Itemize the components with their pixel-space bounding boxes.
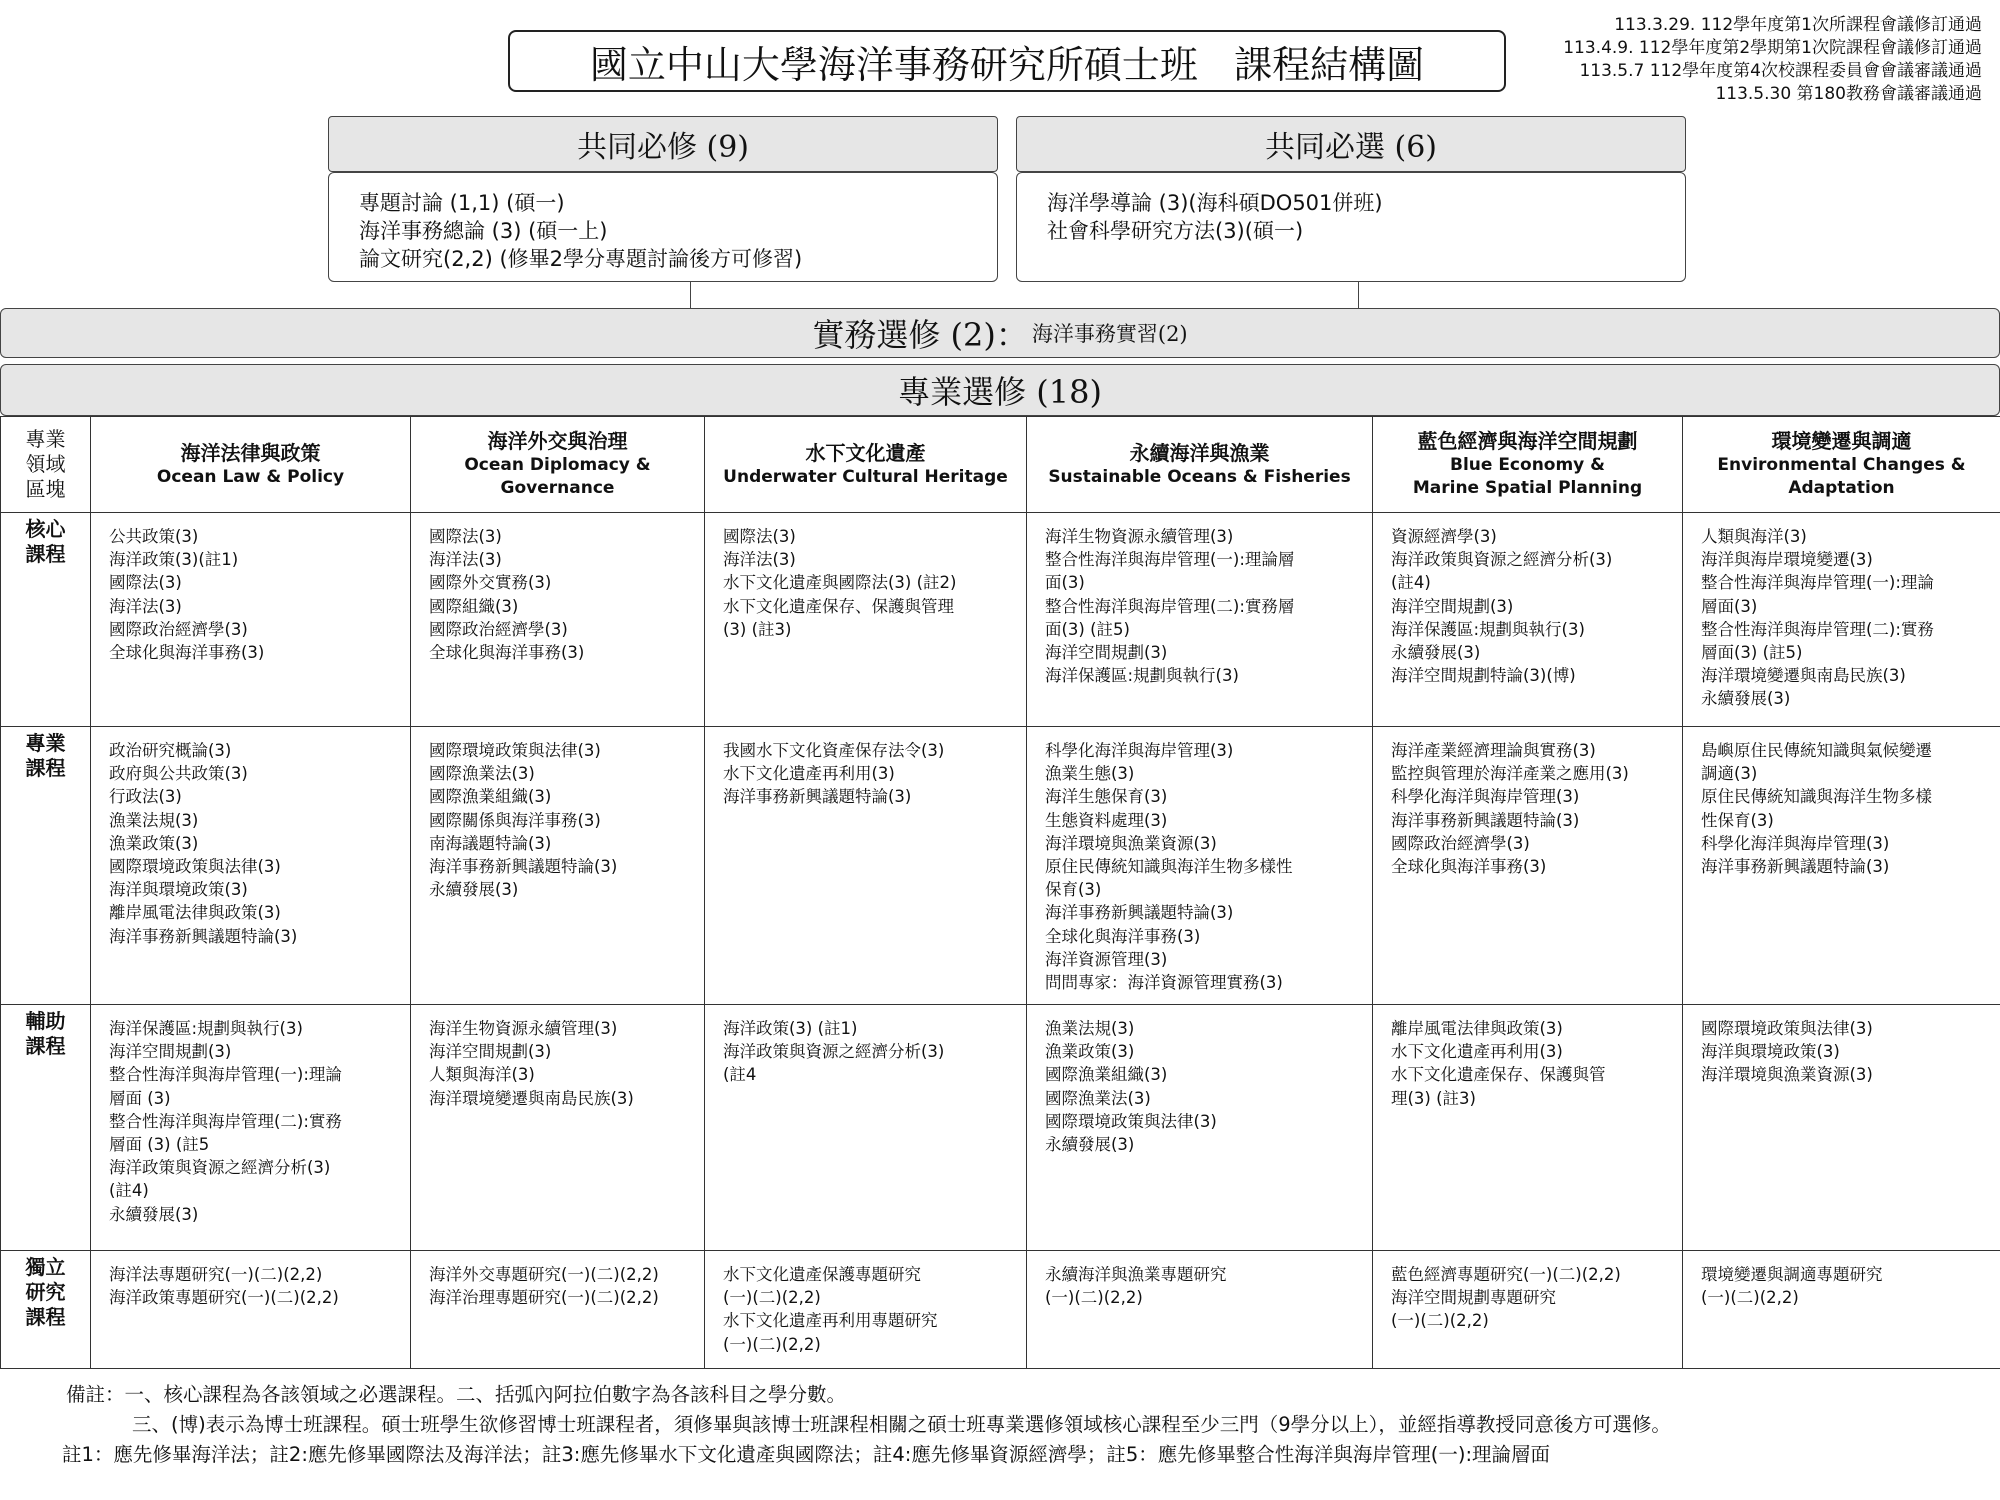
- course-item: 國際環境政策與法律(3): [1701, 1019, 1873, 1038]
- course-item: 科學化海洋與海岸管理(3): [1045, 741, 1234, 760]
- core-elective-item: 社會科學研究方法(3)(碩一): [1047, 219, 1304, 243]
- course-item: 永續發展(3): [1701, 689, 1791, 709]
- course-item: 科學化海洋與海岸管理(3): [1391, 787, 1580, 807]
- course-item: 整合性海洋與海岸管理(一):理論層: [1045, 550, 1295, 570]
- practice-elective-title: 實務選修 (2)：: [812, 316, 1028, 354]
- course-item: 漁業政策(3): [1045, 1042, 1135, 1062]
- course-item: 海洋保護區:規劃與執行(3): [109, 1019, 303, 1038]
- course-item: 永續發展(3): [1391, 643, 1481, 663]
- course-item: 全球化與海洋事務(3): [109, 643, 265, 663]
- course-cell: [705, 727, 1027, 1005]
- course-item: 國際政治經濟學(3): [1391, 833, 1530, 853]
- course-item: 海洋事務新興議題特論(3): [723, 787, 912, 807]
- practice-elective-detail: 海洋事務實習(2): [1031, 322, 1188, 346]
- course-item: 國際漁業法(3): [1045, 1088, 1151, 1108]
- curriculum-table: [0, 416, 2000, 1369]
- course-item: 漁業政策(3): [109, 833, 199, 853]
- table-row: [1, 727, 2000, 1005]
- course-item: 海洋政策與資源之經濟分析(3): [109, 1158, 331, 1178]
- course-item: 理(3) (註3): [1391, 1088, 1476, 1108]
- table-row: [1, 1005, 2000, 1251]
- course-item: 海洋環境與漁業資源(3): [1045, 833, 1217, 853]
- course-item: 海洋法(3): [723, 550, 796, 570]
- course-item: 永續海洋與漁業專題研究: [1045, 1265, 1227, 1284]
- course-item: 永續發展(3): [1045, 1135, 1135, 1155]
- course-item: 國際法(3): [723, 527, 796, 546]
- required-courses-header: 共同必修 (9): [328, 116, 998, 172]
- course-item: 海洋空間規劃(3): [109, 1042, 232, 1062]
- course-item: 環境變遷與調適專題研究: [1701, 1265, 1883, 1284]
- course-item: 全球化與海洋事務(3): [1045, 926, 1201, 946]
- course-item: 整合性海洋與海岸管理(二):實務層: [1045, 596, 1295, 616]
- course-item: 國際組織(3): [429, 596, 519, 616]
- course-item: 層面(3): [1701, 596, 1758, 616]
- course-item: 監控與管理於海洋產業之應用(3): [1391, 764, 1629, 784]
- course-item: 海洋政策與資源之經濟分析(3): [723, 1042, 945, 1062]
- course-item: 整合性海洋與海岸管理(二):實務: [109, 1111, 342, 1131]
- course-cell: [411, 1251, 705, 1369]
- course-cell: [91, 727, 411, 1005]
- course-item: 水下文化遺產保存、保護與管: [1391, 1065, 1606, 1085]
- course-item: 海洋事務新興議題特論(3): [1045, 903, 1234, 923]
- course-item: 海洋法專題研究(一)(二)(2,2): [109, 1265, 323, 1284]
- course-item: 國際漁業組織(3): [1045, 1065, 1168, 1085]
- course-item: 海洋生物資源永續管理(3): [1045, 527, 1234, 546]
- course-item: 國際環境政策與法律(3): [1045, 1111, 1217, 1131]
- note-line-2: 三、(博)表示為博士班課程。碩士班學生欲修習博士班課程者，須修畢與該博士班課程相關之碩士班專業選修領域核心課程至少三門（9學分以上），並經指導教授同意後方可選修。: [132, 1413, 1671, 1436]
- revision-line: 113.5.7 112學年度第4次校課程委員會會議審議通過: [1579, 61, 1982, 81]
- course-item: 水下文化遺產保存、保護與管理: [723, 596, 954, 616]
- course-item: 水下文化遺產與國際法(3) (註2): [723, 573, 957, 593]
- course-item: 國際法(3): [429, 527, 502, 546]
- required-course-item: 論文研究(2,2) (修畢2學分專題討論後方可修習): [359, 247, 803, 271]
- course-cell: [1683, 1005, 2000, 1251]
- course-item: 永續發展(3): [109, 1204, 199, 1224]
- course-item: 海洋事務新興議題特論(3): [1701, 857, 1890, 877]
- course-item: 海洋事務新興議題特論(3): [1391, 810, 1580, 830]
- course-item: 層面(3) (註5): [1701, 643, 1803, 663]
- connector-line: [1358, 282, 1359, 308]
- course-cell: [1373, 513, 1683, 727]
- core-elective-box: [1016, 172, 1686, 282]
- course-item: 海洋與環境政策(3): [1701, 1042, 1840, 1062]
- course-item: 海洋政策與資源之經濟分析(3): [1391, 550, 1613, 570]
- course-item: 海洋環境與漁業資源(3): [1701, 1065, 1873, 1085]
- course-item: (註4): [109, 1181, 149, 1201]
- course-item: (一)(二)(2,2): [1391, 1311, 1489, 1331]
- course-cell: [1027, 513, 1373, 727]
- course-item: 海洋外交專題研究(一)(二)(2,2): [429, 1265, 659, 1284]
- page-title: 國立中山大學海洋事務研究所碩士班 課程結構圖: [508, 30, 1506, 92]
- course-item: 科學化海洋與海岸管理(3): [1701, 833, 1890, 853]
- row-label: 獨立 研究 課程: [1, 1251, 91, 1369]
- column-header-sustainable-oceans: 永續海洋與漁業 Sustainable Oceans & Fisheries: [1027, 417, 1373, 513]
- table-row: [1, 1251, 2000, 1369]
- course-item: 政府與公共政策(3): [109, 764, 248, 784]
- course-item: 海洋保護區:規劃與執行(3): [1391, 619, 1585, 639]
- course-item: 漁業法規(3): [1045, 1019, 1135, 1038]
- footnotes: [62, 1380, 1986, 1470]
- course-item: 原住民傳統知識與海洋生物多樣: [1701, 787, 1932, 807]
- course-item: 海洋治理專題研究(一)(二)(2,2): [429, 1288, 659, 1308]
- course-cell: [705, 513, 1027, 727]
- course-item: 行政法(3): [109, 787, 182, 807]
- course-item: 保育(3): [1045, 880, 1102, 900]
- course-item: 整合性海洋與海岸管理(一):理論: [1701, 573, 1934, 593]
- course-item: 我國水下文化資產保存法令(3): [723, 741, 945, 760]
- course-item: 層面 (3) (註5: [109, 1135, 210, 1155]
- revision-history: [1563, 14, 1982, 106]
- course-cell: [1683, 727, 2000, 1005]
- course-item: (註4): [1391, 573, 1431, 593]
- course-item: 原住民傳統知識與海洋生物多樣性: [1045, 857, 1293, 877]
- course-cell: [91, 1005, 411, 1251]
- course-item: 海洋與海岸環境變遷(3): [1701, 550, 1873, 570]
- core-elective-header: 共同必選 (6): [1016, 116, 1686, 172]
- course-item: 性保育(3): [1701, 810, 1774, 830]
- course-item: 全球化與海洋事務(3): [429, 643, 585, 663]
- row-label: 專業 課程: [1, 727, 91, 1005]
- course-item: 人類與海洋(3): [1701, 527, 1807, 546]
- column-header-ocean-diplomacy: 海洋外交與治理 Ocean Diplomacy & Governance: [411, 417, 705, 513]
- course-item: 島嶼原住民傳統知識與氣候變遷: [1701, 741, 1932, 760]
- column-header-blue-economy: 藍色經濟與海洋空間規劃 Blue Economy & Marine Spatial Planning: [1373, 417, 1683, 513]
- core-elective-item: 海洋學導論 (3)(海科碩DO501併班): [1047, 191, 1383, 215]
- course-item: 海洋環境變遷與南島民族(3): [1701, 666, 1906, 686]
- course-cell: [411, 1005, 705, 1251]
- course-cell: [91, 1251, 411, 1369]
- course-item: 國際政治經濟學(3): [109, 619, 248, 639]
- course-item: 水下文化遺產保護專題研究: [723, 1265, 921, 1284]
- course-item: 海洋事務新興議題特論(3): [109, 926, 298, 946]
- course-item: 藍色經濟專題研究(一)(二)(2,2): [1391, 1265, 1621, 1284]
- course-cell: [1683, 513, 2000, 727]
- course-item: 海洋法(3): [429, 550, 502, 570]
- course-item: 海洋政策(3)(註1): [109, 550, 239, 570]
- course-item: 海洋與環境政策(3): [109, 880, 248, 900]
- table-corner-header: 專業 領域 區塊: [1, 417, 91, 513]
- course-cell: [1373, 727, 1683, 1005]
- course-item: 離岸風電法律與政策(3): [109, 903, 281, 923]
- course-item: 面(3): [1045, 573, 1085, 593]
- course-item: 面(3) (註5): [1045, 619, 1130, 639]
- course-item: 海洋空間規劃(3): [1045, 643, 1168, 663]
- course-item: 政治研究概論(3): [109, 741, 232, 760]
- course-item: 海洋政策專題研究(一)(二)(2,2): [109, 1288, 339, 1308]
- course-item: 水下文化遺產再利用(3): [1391, 1042, 1563, 1062]
- course-item: 問問專家：海洋資源管理實務(3): [1045, 973, 1283, 993]
- course-cell: [411, 727, 705, 1005]
- row-label: 核心 課程: [1, 513, 91, 727]
- course-item: 南海議題特論(3): [429, 833, 552, 853]
- course-cell: [91, 513, 411, 727]
- course-item: 海洋空間規劃專題研究: [1391, 1288, 1556, 1308]
- column-header-underwater-heritage: 水下文化遺產 Underwater Cultural Heritage: [705, 417, 1027, 513]
- course-cell: [1027, 1251, 1373, 1369]
- course-item: 全球化與海洋事務(3): [1391, 857, 1547, 877]
- table-row: [1, 513, 2000, 727]
- course-cell: [1027, 727, 1373, 1005]
- course-item: 國際環境政策與法律(3): [109, 857, 281, 877]
- note-line-1: 備註：一、核心課程為各該領域之必選課程。二、括弧內阿拉伯數字為各該科目之學分數。: [66, 1383, 847, 1406]
- course-item: 調適(3): [1701, 764, 1758, 784]
- column-header-environmental-changes: 環境變遷與調適 Environmental Changes & Adaptation: [1683, 417, 2000, 513]
- row-label: 輔助 課程: [1, 1005, 91, 1251]
- course-cell: [1027, 1005, 1373, 1251]
- practice-elective-band: [0, 308, 2000, 358]
- course-cell: [1373, 1005, 1683, 1251]
- course-item: 國際漁業法(3): [429, 764, 535, 784]
- course-item: (一)(二)(2,2): [723, 1334, 821, 1354]
- required-courses-box: [328, 172, 998, 282]
- course-item: 國際漁業組織(3): [429, 787, 552, 807]
- course-item: 海洋空間規劃(3): [429, 1042, 552, 1062]
- course-item: 生態資料處理(3): [1045, 810, 1168, 830]
- course-item: 國際環境政策與法律(3): [429, 741, 601, 760]
- course-item: 海洋政策(3) (註1): [723, 1019, 858, 1038]
- course-cell: [705, 1251, 1027, 1369]
- course-item: 海洋事務新興議題特論(3): [429, 857, 618, 877]
- course-item: 整合性海洋與海岸管理(二):實務: [1701, 619, 1934, 639]
- course-item: 國際關係與海洋事務(3): [429, 810, 601, 830]
- required-course-item: 海洋事務總論 (3) (碩一上): [359, 219, 608, 243]
- course-item: (一)(二)(2,2): [1701, 1288, 1799, 1308]
- note-line-3: 註1：應先修畢海洋法；註2:應先修畢國際法及海洋法；註3:應先修畢水下文化遺產與國際法；註4:應先修畢資源經濟學；註5：應先修畢整合性海洋與海岸管理(一):理論層面: [62, 1443, 1551, 1466]
- course-cell: [705, 1005, 1027, 1251]
- course-item: 公共政策(3): [109, 527, 199, 546]
- course-item: 整合性海洋與海岸管理(一):理論: [109, 1065, 342, 1085]
- course-item: 漁業生態(3): [1045, 764, 1135, 784]
- revision-line: 113.4.9. 112學年度第2學期第1次院課程會議修訂通過: [1563, 38, 1982, 58]
- professional-elective-band: 專業選修 (18): [0, 364, 2000, 416]
- course-item: 國際政治經濟學(3): [429, 619, 568, 639]
- course-item: 海洋資源管理(3): [1045, 949, 1168, 969]
- course-item: 海洋產業經濟理論與實務(3): [1391, 741, 1596, 760]
- course-item: 海洋環境變遷與南島民族(3): [429, 1088, 634, 1108]
- course-item: 離岸風電法律與政策(3): [1391, 1019, 1563, 1038]
- course-item: 漁業法規(3): [109, 810, 199, 830]
- course-item: 海洋空間規劃(3): [1391, 596, 1514, 616]
- course-item: 海洋生態保育(3): [1045, 787, 1168, 807]
- course-item: 人類與海洋(3): [429, 1065, 535, 1085]
- course-item: 海洋生物資源永續管理(3): [429, 1019, 618, 1038]
- course-item: 海洋法(3): [109, 596, 182, 616]
- course-item: (註4: [723, 1065, 757, 1085]
- course-item: 海洋空間規劃特論(3)(博): [1391, 666, 1576, 686]
- course-item: 國際外交實務(3): [429, 573, 552, 593]
- course-item: 永續發展(3): [429, 880, 519, 900]
- connector-line: [690, 282, 691, 308]
- course-item: 資源經濟學(3): [1391, 527, 1497, 546]
- course-item: (一)(二)(2,2): [1045, 1288, 1143, 1308]
- column-header-ocean-law: 海洋法律與政策 Ocean Law & Policy: [91, 417, 411, 513]
- course-item: 水下文化遺產再利用(3): [723, 764, 895, 784]
- course-item: 水下文化遺產再利用專題研究: [723, 1311, 938, 1331]
- course-item: (一)(二)(2,2): [723, 1288, 821, 1308]
- course-item: 國際法(3): [109, 573, 182, 593]
- course-cell: [411, 513, 705, 727]
- revision-line: 113.5.30 第180教務會議審議通過: [1715, 84, 1982, 104]
- course-item: (3) (註3): [723, 619, 792, 639]
- course-cell: [1373, 1251, 1683, 1369]
- required-course-item: 專題討論 (1,1) (碩一): [359, 191, 565, 215]
- course-item: 層面 (3): [109, 1088, 171, 1108]
- revision-line: 113.3.29. 112學年度第1次所課程會議修訂通過: [1614, 15, 1982, 35]
- course-item: 海洋保護區:規劃與執行(3): [1045, 666, 1239, 686]
- course-cell: [1683, 1251, 2000, 1369]
